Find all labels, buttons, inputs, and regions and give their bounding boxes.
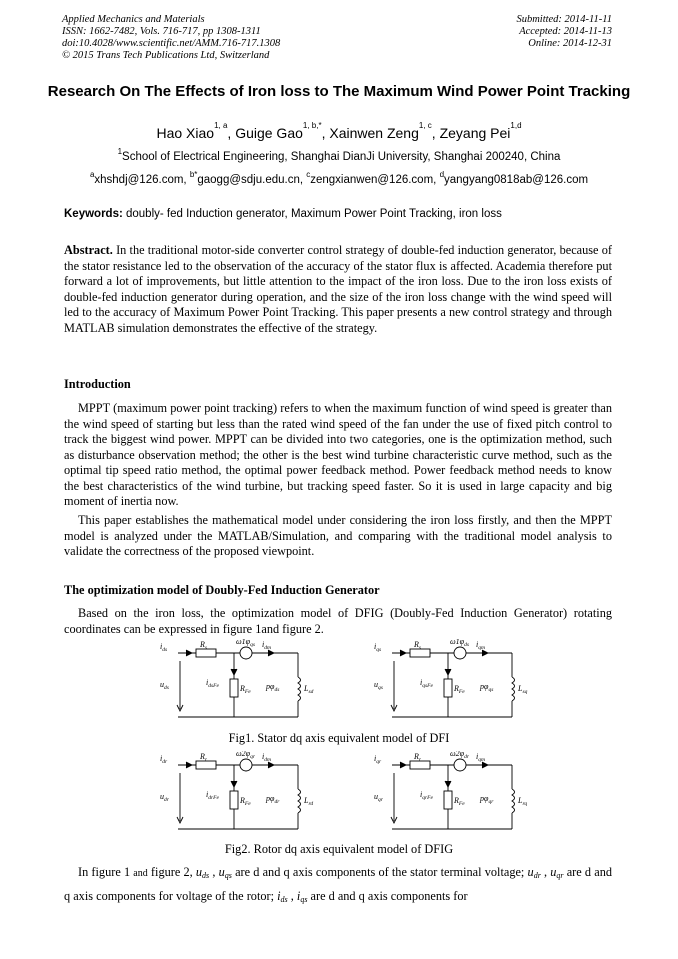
label-source: $\omega 1\varphi_{ds}$ (450, 639, 469, 648)
optimization-heading: The optimization model of Doubly-Fed Induction Generator (64, 583, 380, 597)
label-source: $\omega 2\varphi_{dr}$ (450, 751, 469, 760)
label-resistor: $R_s$ (200, 640, 208, 651)
label-input-current: $i_{qs}$ (374, 642, 382, 653)
issn: ISSN: 1662-7482, Vols. 716-717, pp 1308-1311 (62, 26, 261, 37)
label-iron-resistor: $R_{Fe}$ (240, 684, 251, 695)
label-iron-current: $i_{dsFe}$ (206, 678, 219, 689)
current-arrow (186, 762, 192, 768)
resistor-fe (444, 679, 452, 697)
current-arrow (400, 762, 406, 768)
label-source: $\omega 1\varphi_{qs}$ (236, 639, 255, 648)
label-resistor: $R_s$ (414, 640, 422, 651)
abstract: Abstract. In the traditional motor-side converter control strategy of double-fed induction generator, because of the stator resistance led to the observation of the accuracy of the stator flux is affected. Academia therefore put forward a lot of improvements, but little attention to the impact of the iron loss. Due to the iron loss exists of double-fed induction generator during operation, and the size of the iron loss change with the wind speed will led to the accuracy of Maximum Power Point Tracking. This paper presents a new control strategy and through MATLAB simulation demonstrates the effective of the strategy. (64, 243, 612, 335)
label-voltage: $u_{dr}$ (160, 792, 169, 803)
label-magnetizing-current: $i_{dm}$ (262, 752, 271, 763)
label-iron-resistor: $R_{Fe}$ (240, 796, 251, 807)
current-arrow (400, 650, 406, 656)
voltage-source (240, 647, 252, 659)
figure-2-caption: Fig2. Rotor dq axis equivalent model of DFIG (224, 842, 454, 856)
label-voltage: $u_{qs}$ (374, 680, 383, 691)
voltage-source (240, 759, 252, 771)
author: Xainwen Zeng$^{1, c}$, (329, 121, 440, 141)
submitted-date: Submitted: 2014-11-11 (516, 14, 612, 25)
label-inductance: $L_{sq}$ (518, 684, 528, 695)
label-magnetizing-current: $i_{qm}$ (476, 752, 485, 763)
resistor-fe (444, 791, 452, 809)
label-voltage: $u_{ds}$ (160, 680, 169, 691)
author: Hao Xiao$^{1, a}$, (156, 121, 236, 141)
online-date: Online: 2014-12-31 (528, 38, 612, 49)
circuit-stator-q (372, 639, 542, 725)
label-iron-current: $i_{qrFe}$ (420, 790, 433, 801)
label-input-current: $i_{dr}$ (160, 754, 168, 765)
email-list: $^a$xhshdj@126.com, $^{b*}$gaogg@sdju.edu.cn, $^c$zengxianwen@126.com, $^d$yangyang0818ab@126.com (89, 170, 589, 186)
figure-1-caption: Fig1. Stator dq axis equivalent model of DFI (228, 731, 450, 745)
email[interactable]: gaogg@sdju.edu.cn, (197, 174, 307, 186)
author-list (40, 121, 638, 142)
email[interactable]: zengxianwen@126.com, (310, 174, 440, 186)
copyright: © 2015 Trans Tech Publications Ltd, Switzerland (62, 50, 270, 61)
circuit-rotor-q (372, 751, 542, 837)
author: Guige Gao$^{1, b,*}$, (235, 121, 330, 141)
label-iron-current: $i_{drFe}$ (206, 790, 219, 801)
label-iron-resistor: $R_{Fe}$ (454, 796, 465, 807)
affiliation: $^1$School of Electrical Engineering, Shanghai DianJi University, Shanghai 200240, China (117, 147, 561, 163)
optimization-paragraph: Based on the iron loss, the optimization model of DFIG (Doubly-Fed Induction Generator) rotating coordinates can be expressed in figure 1and figure 2. (64, 606, 612, 636)
inductor (298, 677, 301, 701)
current-arrow (231, 781, 237, 787)
label-magnetizing-current: $i_{qm}$ (476, 640, 485, 651)
current-arrow (231, 669, 237, 675)
label-flux-derivative: $p\varphi_{dr}$ (266, 794, 280, 805)
resistor-fe (230, 791, 238, 809)
journal-name: Applied Mechanics and Materials (62, 14, 205, 25)
label-flux-derivative: $p\varphi_{ds}$ (266, 682, 280, 693)
inductor (298, 789, 301, 813)
inductor (512, 789, 515, 813)
label-source: $\omega 2\varphi_{qr}$ (236, 751, 255, 760)
current-arrow (186, 650, 192, 656)
circuit-stator-d (158, 639, 328, 725)
current-arrow (445, 669, 451, 675)
label-resistor: $R_r$ (200, 752, 208, 763)
label-inductance: $L_{rd}$ (304, 796, 314, 807)
label-flux-derivative: $p\varphi_{qr}$ (480, 794, 494, 805)
label-magnetizing-current: $i_{dm}$ (262, 640, 271, 651)
paper-title: Research On The Effects of Iron loss to The Maximum Wind Power Point Tracking (47, 83, 631, 100)
label-iron-resistor: $R_{Fe}$ (454, 684, 465, 695)
circuit-rotor-d (158, 751, 328, 837)
label-inductance: $L_{sd}$ (304, 684, 314, 695)
keywords: Keywords: doubly- fed Induction generator, Maximum Power Point Tracking, iron loss (64, 208, 502, 220)
label-iron-current: $i_{qsFe}$ (420, 678, 433, 689)
introduction-paragraph-1: MPPT (maximum power point tracking) refers to when the maximum function of wind speed is greater than the wind speed of starting but less than the rated wind speed of the fan under the use of fixed pitch control to track the biggest wind power. MPPT can be divided into two categories, one is the optimization method, such as disturbance observation method; the other is the best wind turbine characteristic curve method, such as the optimal tip speed ratio method, the optimal power feedback method. Power feedback method needs to know the best characteristics of the wind turbine, but tracking speed faster. So it is used in large capacity and big moment of inertia now. (64, 401, 612, 508)
label-resistor: $R_r$ (414, 752, 422, 763)
label-voltage: $u_{qr}$ (374, 792, 383, 803)
voltage-source (454, 647, 466, 659)
introduction-paragraph-2: This paper establishes the mathematical model under considering the iron loss firstly, and then the MPPT model is analyzed under the MATLAB/Simulation, and comparing with the traditional model analysis to validate the correctness of the proposed viewpoint. (64, 513, 612, 558)
journal-header (62, 14, 280, 62)
label-input-current: $i_{qr}$ (374, 754, 382, 765)
resistor-fe (230, 679, 238, 697)
email[interactable]: yangyang0818ab@126.com (444, 174, 589, 186)
voltage-source (454, 759, 466, 771)
author: Zeyang Pei$^{1,d}$ (439, 121, 522, 141)
label-flux-derivative: $p\varphi_{qs}$ (480, 682, 494, 693)
introduction-heading: Introduction (64, 377, 131, 391)
label-input-current: $i_{ds}$ (160, 642, 168, 653)
dates-header (516, 14, 612, 50)
accepted-date: Accepted: 2014-11-13 (519, 26, 612, 37)
current-arrow (445, 781, 451, 787)
doi: doi:10.4028/www.scientific.net/AMM.716-717.1308 (62, 38, 281, 49)
email[interactable]: xhshdj@126.com, (94, 174, 190, 186)
inductor (512, 677, 515, 701)
label-inductance: $L_{rq}$ (518, 796, 528, 807)
figure-description-paragraph: In figure 1 and figure 2, uds , uqs are d and q axis components of the stator terminal voltage; udr , uqr are d and q axis components for voltage of the rotor; ids , iqs are d and q axis components for (64, 865, 612, 904)
